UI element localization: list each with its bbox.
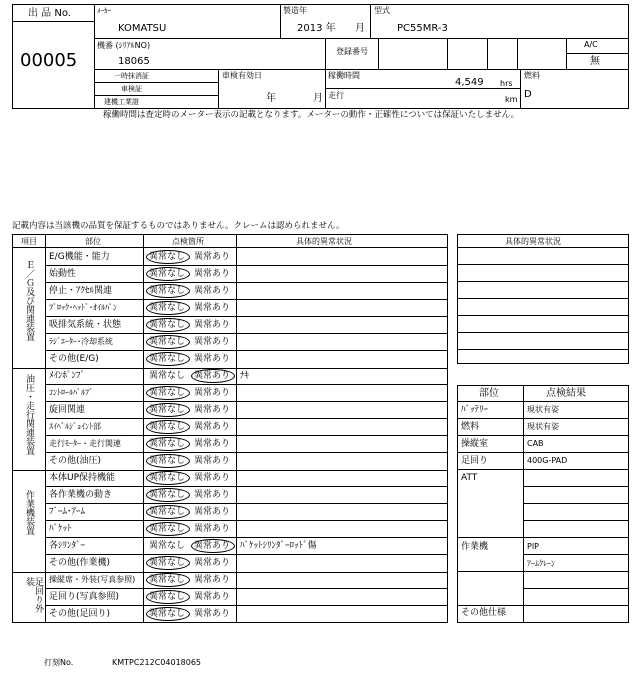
temp-permit-label: 一時抹消証	[114, 72, 149, 80]
results-value: CAB	[527, 439, 544, 448]
header-check: 点検箇所	[172, 237, 204, 246]
selection-circle	[146, 335, 190, 349]
disclaimer: 記載内容は当該機の品質を保証するものではありません。クレームは認められません。	[12, 221, 345, 231]
row-part: 本体UP保持機能	[49, 473, 116, 483]
maker-label: ﾒｰｶｰ	[97, 7, 111, 15]
results-row-line	[523, 554, 629, 555]
row-part: ﾒｲﾝﾎﾟﾝﾌﾟ	[49, 371, 86, 381]
col-line-part	[143, 234, 144, 623]
header-v-3	[325, 38, 326, 109]
right-detail-row-line	[457, 315, 629, 316]
row-part: ﾌﾞｰﾑ･ｱｰﾑ	[49, 507, 86, 517]
stamp-label: 打刻No.	[44, 658, 74, 667]
selection-circle	[146, 590, 190, 604]
status-none-label: 異常なし	[149, 507, 186, 517]
row-line	[45, 418, 448, 419]
group-sep-2	[12, 470, 448, 471]
status-none-label: 異常なし	[149, 524, 186, 534]
year-label: 製造年	[283, 6, 307, 15]
status-some-label: 異常あり	[194, 609, 231, 619]
status-none-label: 異常なし	[149, 439, 186, 449]
results-part: 足回り	[461, 456, 489, 466]
row-part: 吸排気系統・状態	[49, 320, 122, 330]
travel-label: 走行	[328, 91, 344, 100]
selection-circle	[146, 607, 190, 621]
status-some-label: 異常あり	[194, 388, 231, 398]
row-part: ﾌﾞﾛｯｸ･ﾍｯﾄﾞ･ｵｲﾙﾊﾟﾝ	[49, 303, 117, 312]
row-part: その他(作業機)	[49, 558, 111, 568]
header-v-6	[487, 38, 488, 69]
month-suffix: 月	[355, 23, 365, 34]
status-none-label: 異常なし	[149, 422, 186, 432]
results-value: 現状有姿	[527, 405, 559, 414]
results-part-header: 部位	[479, 388, 499, 399]
row-line	[45, 435, 448, 436]
selection-circle	[146, 505, 190, 519]
col-line-item	[45, 234, 46, 623]
group-label-attachment: 作業機装置	[24, 490, 34, 535]
status-some-label: 異常あり	[194, 439, 231, 449]
selection-circle	[146, 301, 190, 315]
row-part: その他(E/G)	[49, 354, 99, 364]
group-sep-3	[12, 572, 448, 573]
status-none-label: 異常なし	[149, 354, 186, 364]
status-some-label: 異常あり	[194, 592, 231, 602]
selection-circle	[146, 437, 190, 451]
results-value: 400G-PAD	[527, 456, 568, 465]
cert-line-2	[94, 95, 218, 96]
status-some-label: 異常あり	[194, 337, 231, 347]
row-line	[45, 316, 448, 317]
status-some-label: 異常あり	[194, 354, 231, 364]
row-line	[45, 503, 448, 504]
selection-circle	[191, 539, 235, 553]
lot-label: 出 品 No.	[28, 8, 71, 19]
lot-label-line	[12, 21, 94, 22]
row-part: ﾗｼﾞｴｰﾀｰ･冷却系統	[49, 337, 113, 346]
results-row-line	[457, 469, 629, 470]
inspection-label: 車検有効日	[222, 71, 262, 80]
status-none-label: 異常なし	[149, 371, 186, 381]
ac-line	[566, 53, 629, 54]
stamp-number: KMTPC212C04018065	[112, 658, 202, 667]
results-row-line	[457, 435, 629, 436]
selection-circle	[146, 352, 190, 366]
row-line	[45, 537, 448, 538]
header-v-9	[218, 69, 219, 109]
results-value: 現状有姿	[527, 422, 559, 431]
selection-circle	[146, 471, 190, 485]
header-v-2	[370, 4, 371, 38]
selection-circle	[146, 267, 190, 281]
row-part: 操縦席・外装(写真参照)	[49, 575, 136, 584]
inspection-year-unit: 年	[266, 93, 276, 104]
status-none-label: 異常なし	[149, 456, 186, 466]
cert-line-1	[94, 82, 218, 83]
header-line-2	[94, 69, 629, 70]
row-part: ﾊﾞｹｯﾄ	[49, 524, 72, 534]
results-part: ATT	[461, 473, 478, 483]
header-v-10	[520, 69, 521, 109]
row-line	[45, 384, 448, 385]
right-detail-header-line	[457, 247, 629, 248]
selection-circle	[146, 454, 190, 468]
status-none-label: 異常なし	[149, 320, 186, 330]
selection-circle	[146, 386, 190, 400]
status-some-label: 異常あり	[194, 269, 231, 279]
right-detail-frame	[457, 234, 629, 364]
col-line-check	[236, 234, 237, 623]
group-sep-1	[12, 368, 448, 369]
hours-value: 4,549	[455, 77, 484, 88]
results-value: ｱｰﾑｸﾚｰﾝ	[527, 559, 555, 568]
km-unit: km	[505, 95, 518, 104]
group-label-undercarriage: 足回り外装	[24, 577, 43, 613]
row-part: 各ｼﾘﾝﾀﾞｰ	[49, 541, 86, 551]
row-line	[45, 282, 448, 283]
results-row-line	[457, 452, 629, 453]
results-part: 作業機	[461, 542, 489, 552]
status-some-label: 異常あり	[194, 422, 231, 432]
selection-circle	[191, 369, 235, 383]
lot-divider	[94, 4, 95, 109]
status-none-label: 異常なし	[149, 558, 186, 568]
results-row-line	[457, 571, 629, 572]
row-line	[45, 333, 448, 334]
results-row-line	[523, 486, 629, 487]
status-none-label: 異常なし	[149, 592, 186, 602]
row-part: 停止・ｱｸｾﾙ関連	[49, 286, 113, 296]
maker-value: KOMATSU	[118, 23, 167, 34]
status-some-label: 異常あり	[194, 371, 231, 381]
header-v-4	[378, 38, 379, 69]
status-some-label: 異常あり	[194, 473, 231, 483]
selection-circle	[146, 488, 190, 502]
selection-circle	[146, 573, 190, 587]
row-line	[45, 299, 448, 300]
results-row-line	[457, 401, 629, 402]
results-part: 操縦室	[461, 439, 489, 449]
hours-label: 稼働時間	[328, 71, 360, 80]
status-some-label: 異常あり	[194, 490, 231, 500]
status-some-label: 異常あり	[194, 575, 231, 585]
status-none-label: 異常なし	[149, 541, 186, 551]
results-row-line	[523, 520, 629, 521]
row-line	[45, 520, 448, 521]
status-none-label: 異常なし	[149, 490, 186, 500]
results-part: その他仕様	[461, 608, 507, 618]
inspection-header-line	[12, 247, 448, 248]
selection-circle	[146, 420, 190, 434]
row-part: その他(油圧)	[49, 456, 102, 466]
status-some-label: 異常あり	[194, 405, 231, 415]
status-some-label: 異常あり	[194, 286, 231, 296]
row-part: 各作業機の動き	[49, 490, 113, 500]
selection-circle	[146, 556, 190, 570]
status-none-label: 異常なし	[149, 286, 186, 296]
status-some-label: 異常あり	[194, 558, 231, 568]
row-line	[45, 401, 448, 402]
status-none-label: 異常なし	[149, 609, 186, 619]
model-value: PC55MR-3	[397, 23, 448, 34]
hours-line	[325, 88, 520, 89]
header-item: 項目	[21, 237, 37, 246]
row-part: ｽｲﾍﾞﾙｼﾞｮｲﾝﾄ部	[49, 422, 101, 431]
row-line	[45, 265, 448, 266]
model-label: 型式	[374, 6, 390, 15]
row-line	[45, 452, 448, 453]
selection-circle	[146, 284, 190, 298]
row-line	[45, 554, 448, 555]
status-some-label: 異常あり	[194, 252, 231, 262]
row-part: 始動性	[49, 269, 77, 279]
right-detail-row-line	[457, 264, 629, 265]
status-none-label: 異常なし	[149, 575, 186, 585]
serial-value: 18065	[118, 56, 150, 67]
fuel-value: D	[524, 89, 532, 100]
hours-unit: hrs	[500, 79, 513, 88]
serial-label: 機番 (ｼﾘｱﾙNO)	[97, 41, 151, 50]
selection-circle	[146, 522, 190, 536]
status-some-label: 異常あり	[194, 524, 231, 534]
results-part: 燃料	[461, 422, 480, 432]
results-row-line	[523, 503, 629, 504]
vehicle-cert-label: 車検証	[121, 85, 142, 93]
status-none-label: 異常なし	[149, 405, 186, 415]
row-line	[45, 605, 448, 606]
row-line	[45, 588, 448, 589]
status-none-label: 異常なし	[149, 337, 186, 347]
row-part: その他(足回り)	[49, 609, 111, 619]
status-some-label: 異常あり	[194, 507, 231, 517]
right-detail-header: 具体的異常状況	[505, 237, 561, 246]
results-row-line	[457, 418, 629, 419]
ac-label: A/C	[584, 40, 598, 49]
status-none-label: 異常なし	[149, 252, 186, 262]
row-part: ｺﾝﾄﾛｰﾙﾊﾞﾙﾌﾞ	[49, 388, 93, 397]
group-label-engine: Ｅ／Ｇ及び関連装置	[24, 260, 34, 341]
row-detail: ﾅｷ	[240, 371, 250, 381]
header-line-1	[94, 38, 629, 39]
year-value: 2013 年	[297, 23, 336, 34]
status-none-label: 異常なし	[149, 388, 186, 398]
status-some-label: 異常あり	[194, 541, 231, 551]
reg-label: 登録番号	[336, 47, 368, 56]
header-v-7	[517, 38, 518, 69]
right-detail-row-line	[457, 298, 629, 299]
right-detail-row-line	[457, 281, 629, 282]
row-line	[45, 486, 448, 487]
selection-circle	[146, 318, 190, 332]
results-row-line	[523, 588, 629, 589]
results-result-header: 点検結果	[546, 388, 586, 399]
row-part: 走行ﾓｰﾀｰ・走行関連	[49, 439, 121, 448]
status-some-label: 異常あり	[194, 303, 231, 313]
selection-circle	[146, 403, 190, 417]
fuel-label: 燃料	[524, 71, 540, 80]
status-some-label: 異常あり	[194, 456, 231, 466]
results-row-line	[457, 605, 629, 606]
status-none-label: 異常なし	[149, 473, 186, 483]
inspection-month-unit: 月	[313, 93, 323, 104]
row-detail: ﾊﾞｹｯﾄｼﾘﾝﾀﾞｰﾛｯﾄﾞ傷	[240, 541, 317, 551]
row-part: 足回り(写真参照)	[49, 592, 120, 602]
header-part: 部位	[85, 237, 101, 246]
row-line	[45, 350, 448, 351]
construction-cert-label: 建機工業證	[104, 98, 139, 106]
header-v-1	[280, 4, 281, 38]
header-detail: 具体的異常状況	[296, 237, 352, 246]
right-detail-row-line	[457, 332, 629, 333]
row-part: E/G機能・能力	[49, 252, 110, 262]
hours-notice: 稼働時間は査定時のメーター表示の記載となります。メーターの動作・正確性については保証いたしません。	[103, 110, 520, 120]
ac-value: 無	[590, 56, 600, 67]
results-part: ﾊﾞｯﾃﾘｰ	[461, 405, 489, 415]
results-value: PIP	[527, 542, 540, 551]
selection-circle	[146, 250, 190, 264]
status-none-label: 異常なし	[149, 269, 186, 279]
lot-number: 00005	[20, 50, 78, 71]
status-some-label: 異常あり	[194, 320, 231, 330]
right-detail-row-line	[457, 349, 629, 350]
group-label-hydraulic: 油圧・走行関連装置	[24, 374, 34, 455]
results-row-line	[457, 537, 629, 538]
status-none-label: 異常なし	[149, 303, 186, 313]
header-v-5	[447, 38, 448, 69]
row-part: 旋回関連	[49, 405, 86, 415]
